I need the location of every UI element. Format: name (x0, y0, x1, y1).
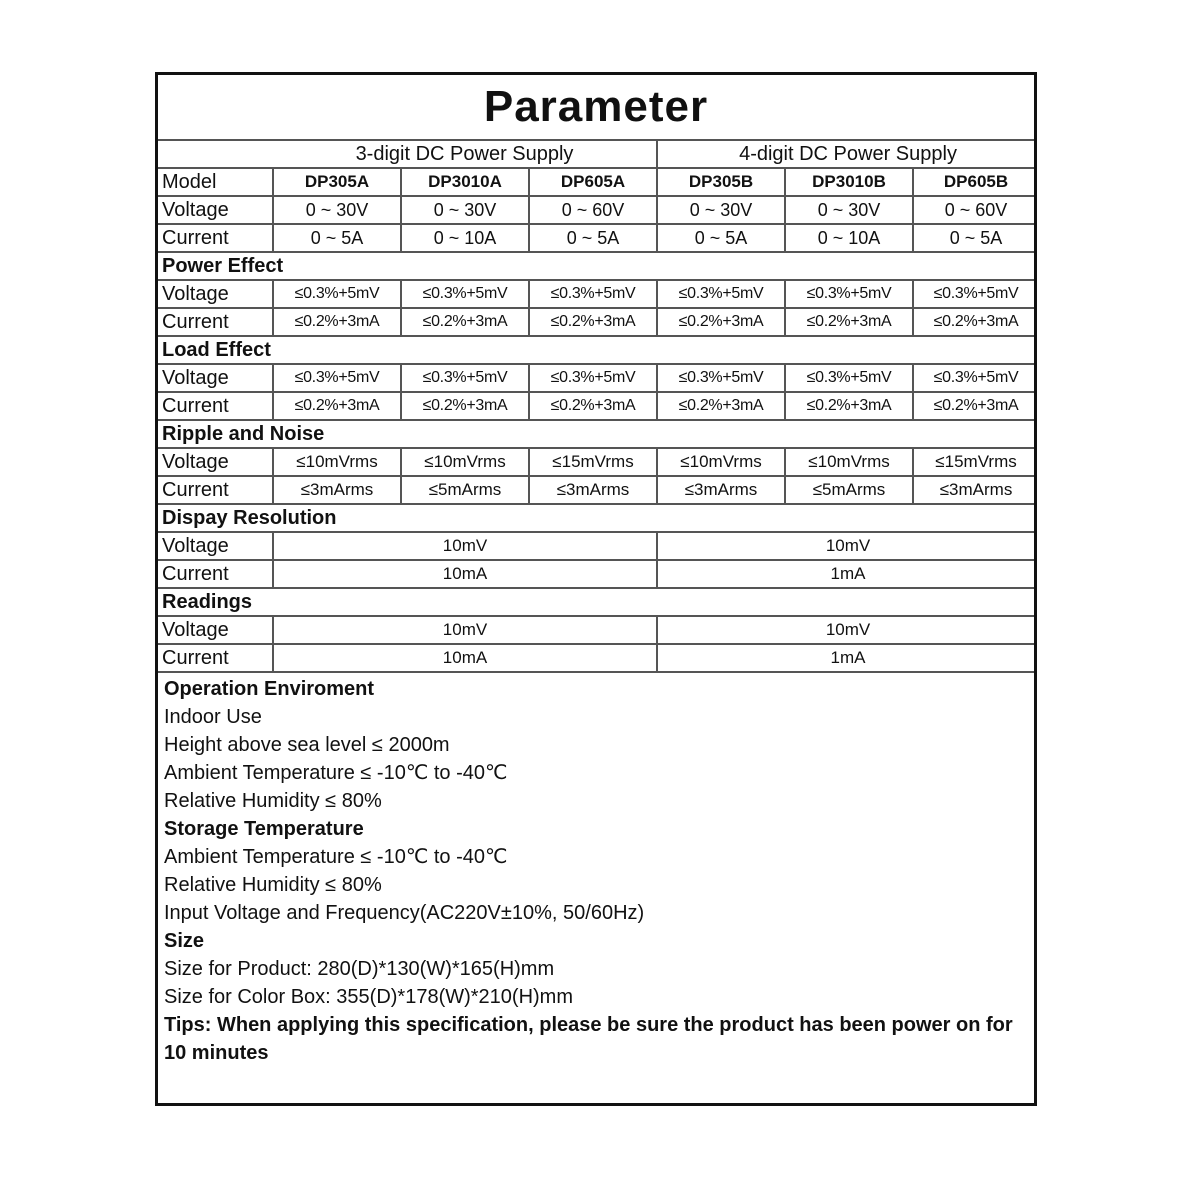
row-label-current: Current (158, 560, 273, 588)
value-cell: ≤10mVrms (273, 448, 401, 476)
model-cell: DP605A (529, 168, 657, 196)
value-cell: ≤0.2%+3mA (529, 308, 657, 336)
row-label-current: Current (158, 476, 273, 504)
row-label-current: Current (158, 644, 273, 672)
range-cell: 0 ~ 5A (913, 224, 1037, 252)
value-cell: ≤0.3%+5mV (657, 280, 785, 308)
range-cell: 0 ~ 60V (913, 196, 1037, 224)
value-cell: ≤15mVrms (529, 448, 657, 476)
ripple-voltage-row (158, 448, 1037, 476)
value-cell: ≤0.2%+3mA (273, 308, 401, 336)
value-cell: ≤0.3%+5mV (529, 364, 657, 392)
blank-cell (158, 140, 273, 168)
value-cell: 10mA (273, 644, 657, 672)
model-row (158, 168, 1037, 196)
note-line: Input Voltage and Frequency(AC220V±10%, 50/60Hz) (164, 902, 645, 924)
value-cell: ≤3mArms (913, 476, 1037, 504)
tips-note: Tips: When applying this specification, please be sure the product has been power on for 10 minutes (164, 1014, 1013, 1064)
row-label-voltage: Voltage (158, 196, 273, 224)
value-cell: 1mA (657, 644, 1037, 672)
row-label-voltage: Voltage (158, 616, 273, 644)
section-ripple-noise (158, 420, 1037, 448)
readings-current-row (158, 644, 1037, 672)
power-effect-current-row (158, 308, 1037, 336)
range-cell: 0 ~ 5A (273, 224, 401, 252)
value-cell: ≤0.2%+3mA (785, 392, 913, 420)
model-cell: DP305A (273, 168, 401, 196)
value-cell: ≤3mArms (273, 476, 401, 504)
value-cell: ≤0.3%+5mV (529, 280, 657, 308)
value-cell: ≤10mVrms (657, 448, 785, 476)
note-line: Relative Humidity ≤ 80% (164, 874, 382, 896)
value-cell: ≤5mArms (785, 476, 913, 504)
range-cell: 0 ~ 30V (785, 196, 913, 224)
value-cell: 10mV (657, 532, 1037, 560)
notes-section (158, 673, 1034, 1067)
value-cell: ≤0.3%+5mV (273, 364, 401, 392)
row-label-voltage: Voltage (158, 532, 273, 560)
value-cell: ≤0.2%+3mA (273, 392, 401, 420)
page-title: Parameter (483, 82, 709, 131)
value-cell: ≤0.3%+5mV (785, 280, 913, 308)
spec-table (158, 139, 1037, 673)
value-cell: ≤3mArms (529, 476, 657, 504)
value-cell: 10mV (657, 616, 1037, 644)
value-cell: ≤0.3%+5mV (401, 364, 529, 392)
load-effect-voltage-row (158, 364, 1037, 392)
note-line: Indoor Use (164, 706, 262, 728)
section-power-effect (158, 252, 1037, 280)
value-cell: ≤0.2%+3mA (401, 392, 529, 420)
section-display-resolution (158, 504, 1037, 532)
value-cell: ≤0.3%+5mV (913, 364, 1037, 392)
section-heading: Dispay Resolution (158, 504, 1037, 532)
model-cell: DP305B (657, 168, 785, 196)
value-cell: ≤10mVrms (785, 448, 913, 476)
size-heading: Size (164, 930, 205, 952)
value-cell: 10mV (273, 532, 657, 560)
readings-voltage-row (158, 616, 1037, 644)
range-cell: 0 ~ 10A (401, 224, 529, 252)
row-label-current: Current (158, 308, 273, 336)
ripple-current-row (158, 476, 1037, 504)
note-line: Relative Humidity ≤ 80% (164, 790, 382, 812)
value-cell: 10mA (273, 560, 657, 588)
model-cell: DP605B (913, 168, 1037, 196)
row-label-current: Current (158, 224, 273, 252)
row-label-voltage: Voltage (158, 364, 273, 392)
note-line: Size for Color Box: 355(D)*178(W)*210(H)mm (164, 986, 574, 1008)
section-heading: Readings (158, 588, 1037, 616)
load-effect-current-row (158, 392, 1037, 420)
group-header-row (158, 140, 1037, 168)
row-label-current: Current (158, 392, 273, 420)
note-line: Height above sea level ≤ 2000m (164, 734, 450, 756)
row-label-voltage: Voltage (158, 280, 273, 308)
range-cell: 0 ~ 5A (657, 224, 785, 252)
model-cell: DP3010B (785, 168, 913, 196)
note-line: Ambient Temperature ≤ -10℃ to -40℃ (164, 846, 508, 868)
value-cell: ≤0.2%+3mA (913, 308, 1037, 336)
value-cell: ≤0.3%+5mV (401, 280, 529, 308)
note-line: Ambient Temperature ≤ -10℃ to -40℃ (164, 762, 508, 784)
value-cell: ≤0.3%+5mV (273, 280, 401, 308)
display-voltage-row (158, 532, 1037, 560)
section-readings (158, 588, 1037, 616)
value-cell: ≤0.2%+3mA (657, 308, 785, 336)
display-current-row (158, 560, 1037, 588)
range-cell: 0 ~ 60V (529, 196, 657, 224)
voltage-range-row (158, 196, 1037, 224)
value-cell: ≤0.2%+3mA (401, 308, 529, 336)
value-cell: ≤0.3%+5mV (657, 364, 785, 392)
range-cell: 0 ~ 30V (657, 196, 785, 224)
section-load-effect (158, 336, 1037, 364)
value-cell: 10mV (273, 616, 657, 644)
note-line: Size for Product: 280(D)*130(W)*165(H)mm (164, 958, 555, 980)
storage-heading: Storage Temperature (164, 818, 364, 840)
range-cell: 0 ~ 30V (273, 196, 401, 224)
value-cell: ≤0.2%+3mA (785, 308, 913, 336)
value-cell: ≤3mArms (657, 476, 785, 504)
row-label-voltage: Voltage (158, 448, 273, 476)
value-cell: ≤5mArms (401, 476, 529, 504)
operation-heading: Operation Enviroment (164, 678, 375, 700)
group-4-digit: 4-digit DC Power Supply (657, 140, 1037, 168)
section-heading: Ripple and Noise (158, 420, 1037, 448)
model-cell: DP3010A (401, 168, 529, 196)
value-cell: ≤0.2%+3mA (913, 392, 1037, 420)
value-cell: ≤15mVrms (913, 448, 1037, 476)
range-cell: 0 ~ 10A (785, 224, 913, 252)
parameter-sheet (155, 72, 1037, 1106)
value-cell: ≤10mVrms (401, 448, 529, 476)
value-cell: ≤0.2%+3mA (529, 392, 657, 420)
row-label-model: Model (158, 168, 273, 196)
value-cell: ≤0.3%+5mV (785, 364, 913, 392)
range-cell: 0 ~ 5A (529, 224, 657, 252)
group-3-digit: 3-digit DC Power Supply (273, 140, 657, 168)
section-heading: Load Effect (158, 336, 1037, 364)
power-effect-voltage-row (158, 280, 1037, 308)
value-cell: ≤0.3%+5mV (913, 280, 1037, 308)
range-cell: 0 ~ 30V (401, 196, 529, 224)
current-range-row (158, 224, 1037, 252)
value-cell: ≤0.2%+3mA (657, 392, 785, 420)
section-heading: Power Effect (158, 252, 1037, 280)
value-cell: 1mA (657, 560, 1037, 588)
